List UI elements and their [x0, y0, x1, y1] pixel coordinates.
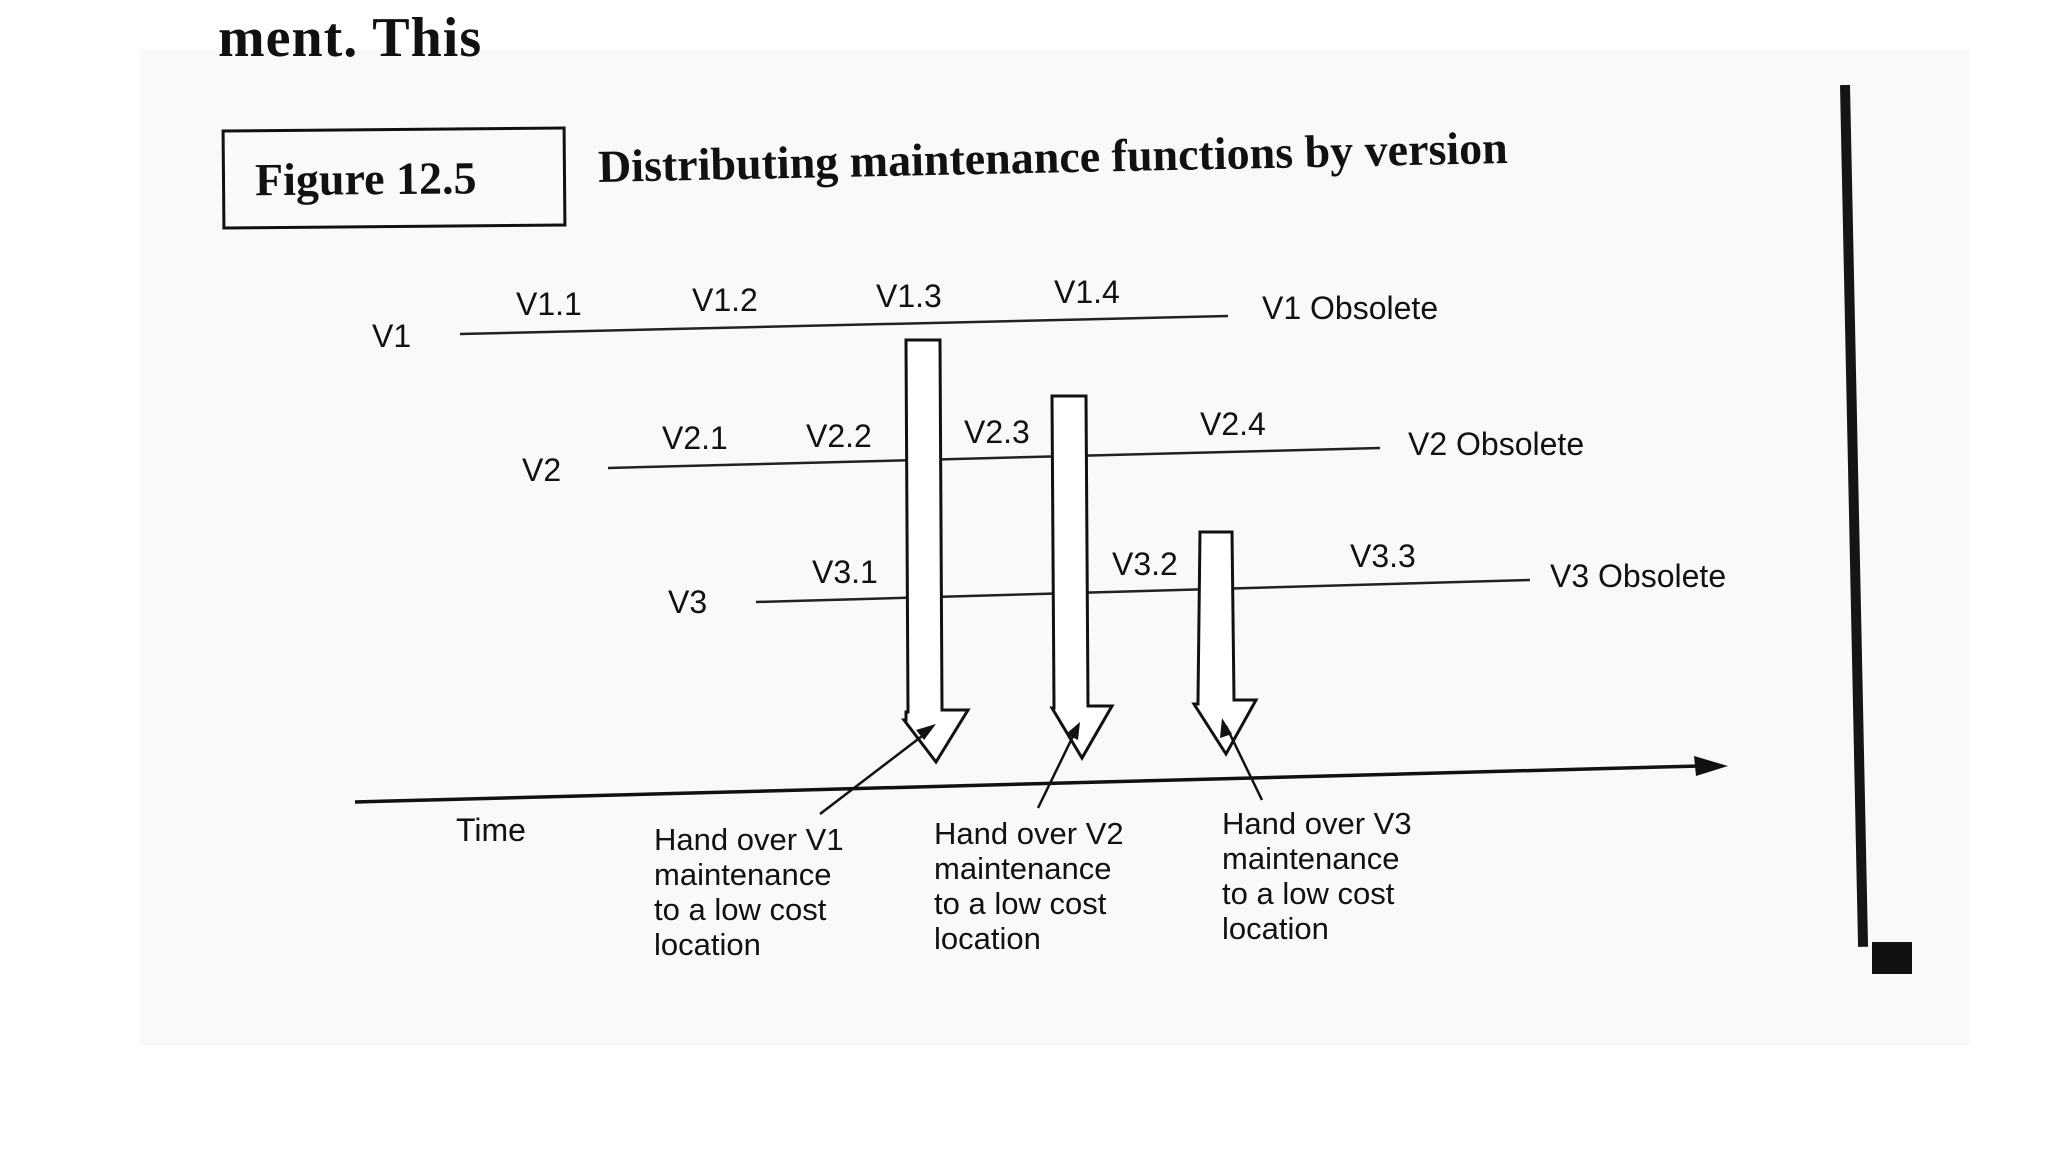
end-label-v3: V3 Obsolete — [1550, 558, 1727, 594]
figure-title: Distributing maintenance functions by version — [597, 121, 1509, 192]
release-label: V2.3 — [964, 414, 1030, 450]
handover-note-2 — [934, 816, 1194, 956]
pointer-line-2 — [1038, 730, 1076, 808]
version-label-v1: V1 — [372, 318, 412, 354]
end-label-v2: V2 Obsolete — [1408, 426, 1585, 462]
release-label: V3.1 — [812, 554, 878, 590]
release-label: V2.1 — [662, 420, 728, 456]
note-line: Hand over V3 — [1222, 806, 1412, 841]
handover-arrow-1 — [904, 340, 968, 762]
pointer-line-3 — [1226, 726, 1262, 800]
release-label: V1.2 — [692, 282, 758, 318]
note-line: Hand over V2 — [934, 816, 1124, 851]
note-line: to a low cost — [1222, 876, 1395, 911]
note-line: maintenance — [654, 857, 832, 892]
handover-arrow-2 — [1052, 396, 1112, 758]
pointer-line-1 — [820, 730, 930, 814]
end-label-v1: V1 Obsolete — [1262, 290, 1439, 326]
release-label: V1.1 — [516, 286, 582, 322]
release-label: V3.2 — [1112, 546, 1178, 582]
clipped-body-text: ment. This — [218, 7, 483, 69]
note-line: location — [1222, 911, 1329, 946]
note-line: maintenance — [934, 851, 1112, 886]
time-axis-label: Time — [456, 812, 526, 848]
scrollbar-thumb[interactable] — [1872, 942, 1912, 974]
note-line: location — [934, 921, 1041, 956]
version-label-v2: V2 — [522, 452, 562, 488]
note-line: to a low cost — [934, 886, 1107, 921]
handover-note-3 — [1222, 806, 1482, 946]
release-label: V1.3 — [876, 278, 942, 314]
time-axis-line — [355, 766, 1700, 802]
note-line: maintenance — [1222, 841, 1400, 876]
note-line: to a low cost — [654, 892, 827, 927]
release-label: V2.4 — [1200, 406, 1266, 442]
version-label-v3: V3 — [668, 584, 708, 620]
handover-arrow-3 — [1194, 532, 1256, 754]
release-label: V3.3 — [1350, 538, 1416, 574]
note-line: Hand over V1 — [654, 822, 844, 857]
note-line: location — [654, 927, 761, 962]
release-label: V1.4 — [1054, 274, 1120, 310]
figure-label: Figure 12.5 — [254, 151, 477, 205]
release-label: V2.2 — [806, 418, 872, 454]
handover-note-1 — [654, 822, 914, 962]
time-axis-arrowhead — [1694, 756, 1728, 776]
